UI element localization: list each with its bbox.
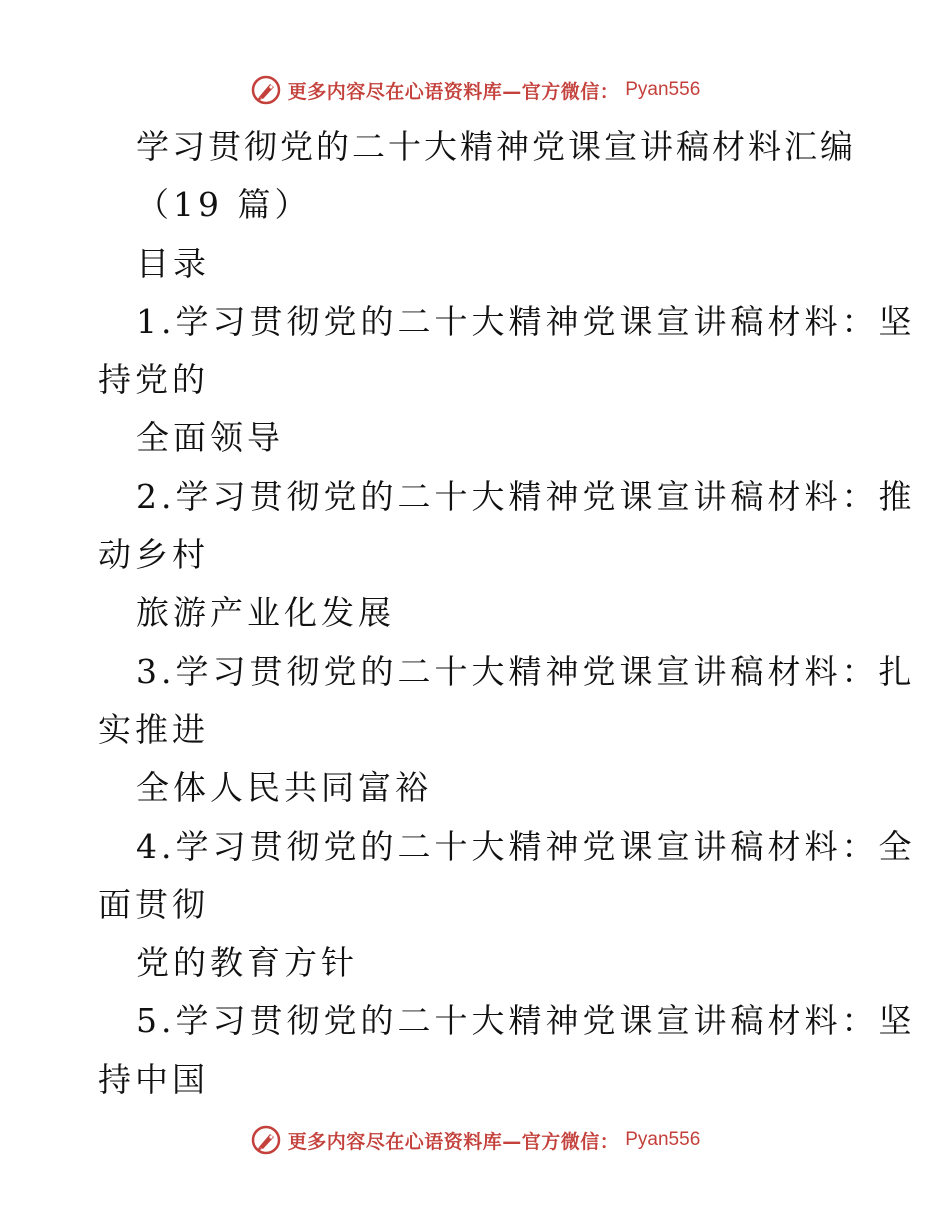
toc-heading: 目录	[136, 243, 210, 283]
footer-watermark	[0, 1122, 950, 1158]
pen-nib-logo-icon	[250, 74, 282, 106]
toc-entry-line: 实推进	[98, 709, 209, 749]
document-body	[98, 118, 916, 1109]
toc-entry-line: 全面领导	[136, 418, 284, 458]
toc-entry-line: 2.学习贯彻党的二十大精神党课宣讲稿材料：推	[136, 476, 916, 516]
toc-entry-line: 3.学习贯彻党的二十大精神党课宣讲稿材料：扎	[136, 651, 916, 691]
document-title: 学习贯彻党的二十大精神党课宣讲稿材料汇编	[136, 127, 856, 166]
toc-entry-line: 动乡村	[98, 535, 209, 575]
toc-entry-line: 持中国	[98, 1059, 209, 1099]
watermark-text: 更多内容尽在心语资料库—官方微信：	[287, 1130, 620, 1153]
toc-entry-line: 全体人民共同富裕	[136, 768, 432, 808]
toc-entry-line: 面贯彻	[98, 884, 209, 924]
toc-entry-line: 4.学习贯彻党的二十大精神党课宣讲稿材料：全	[136, 826, 916, 866]
watermark-wechat-id: Pyan556	[625, 1129, 701, 1150]
toc-entry-line: 党的教育方针	[136, 943, 358, 983]
watermark-wechat-id: Pyan556	[625, 79, 701, 100]
toc-entry-line: 旅游产业化发展	[136, 593, 395, 633]
toc-entry-line: 1.学习贯彻党的二十大精神党课宣讲稿材料：坚	[136, 301, 916, 341]
document-title-count: （19 篇）	[136, 185, 312, 225]
toc-entry-line: 5.学习贯彻党的二十大精神党课宣讲稿材料：坚	[136, 1001, 916, 1041]
header-watermark	[0, 72, 950, 108]
toc-entry-line: 持党的	[98, 360, 209, 400]
pen-nib-logo-icon	[250, 1124, 282, 1156]
watermark-text: 更多内容尽在心语资料库—官方微信：	[287, 80, 620, 103]
